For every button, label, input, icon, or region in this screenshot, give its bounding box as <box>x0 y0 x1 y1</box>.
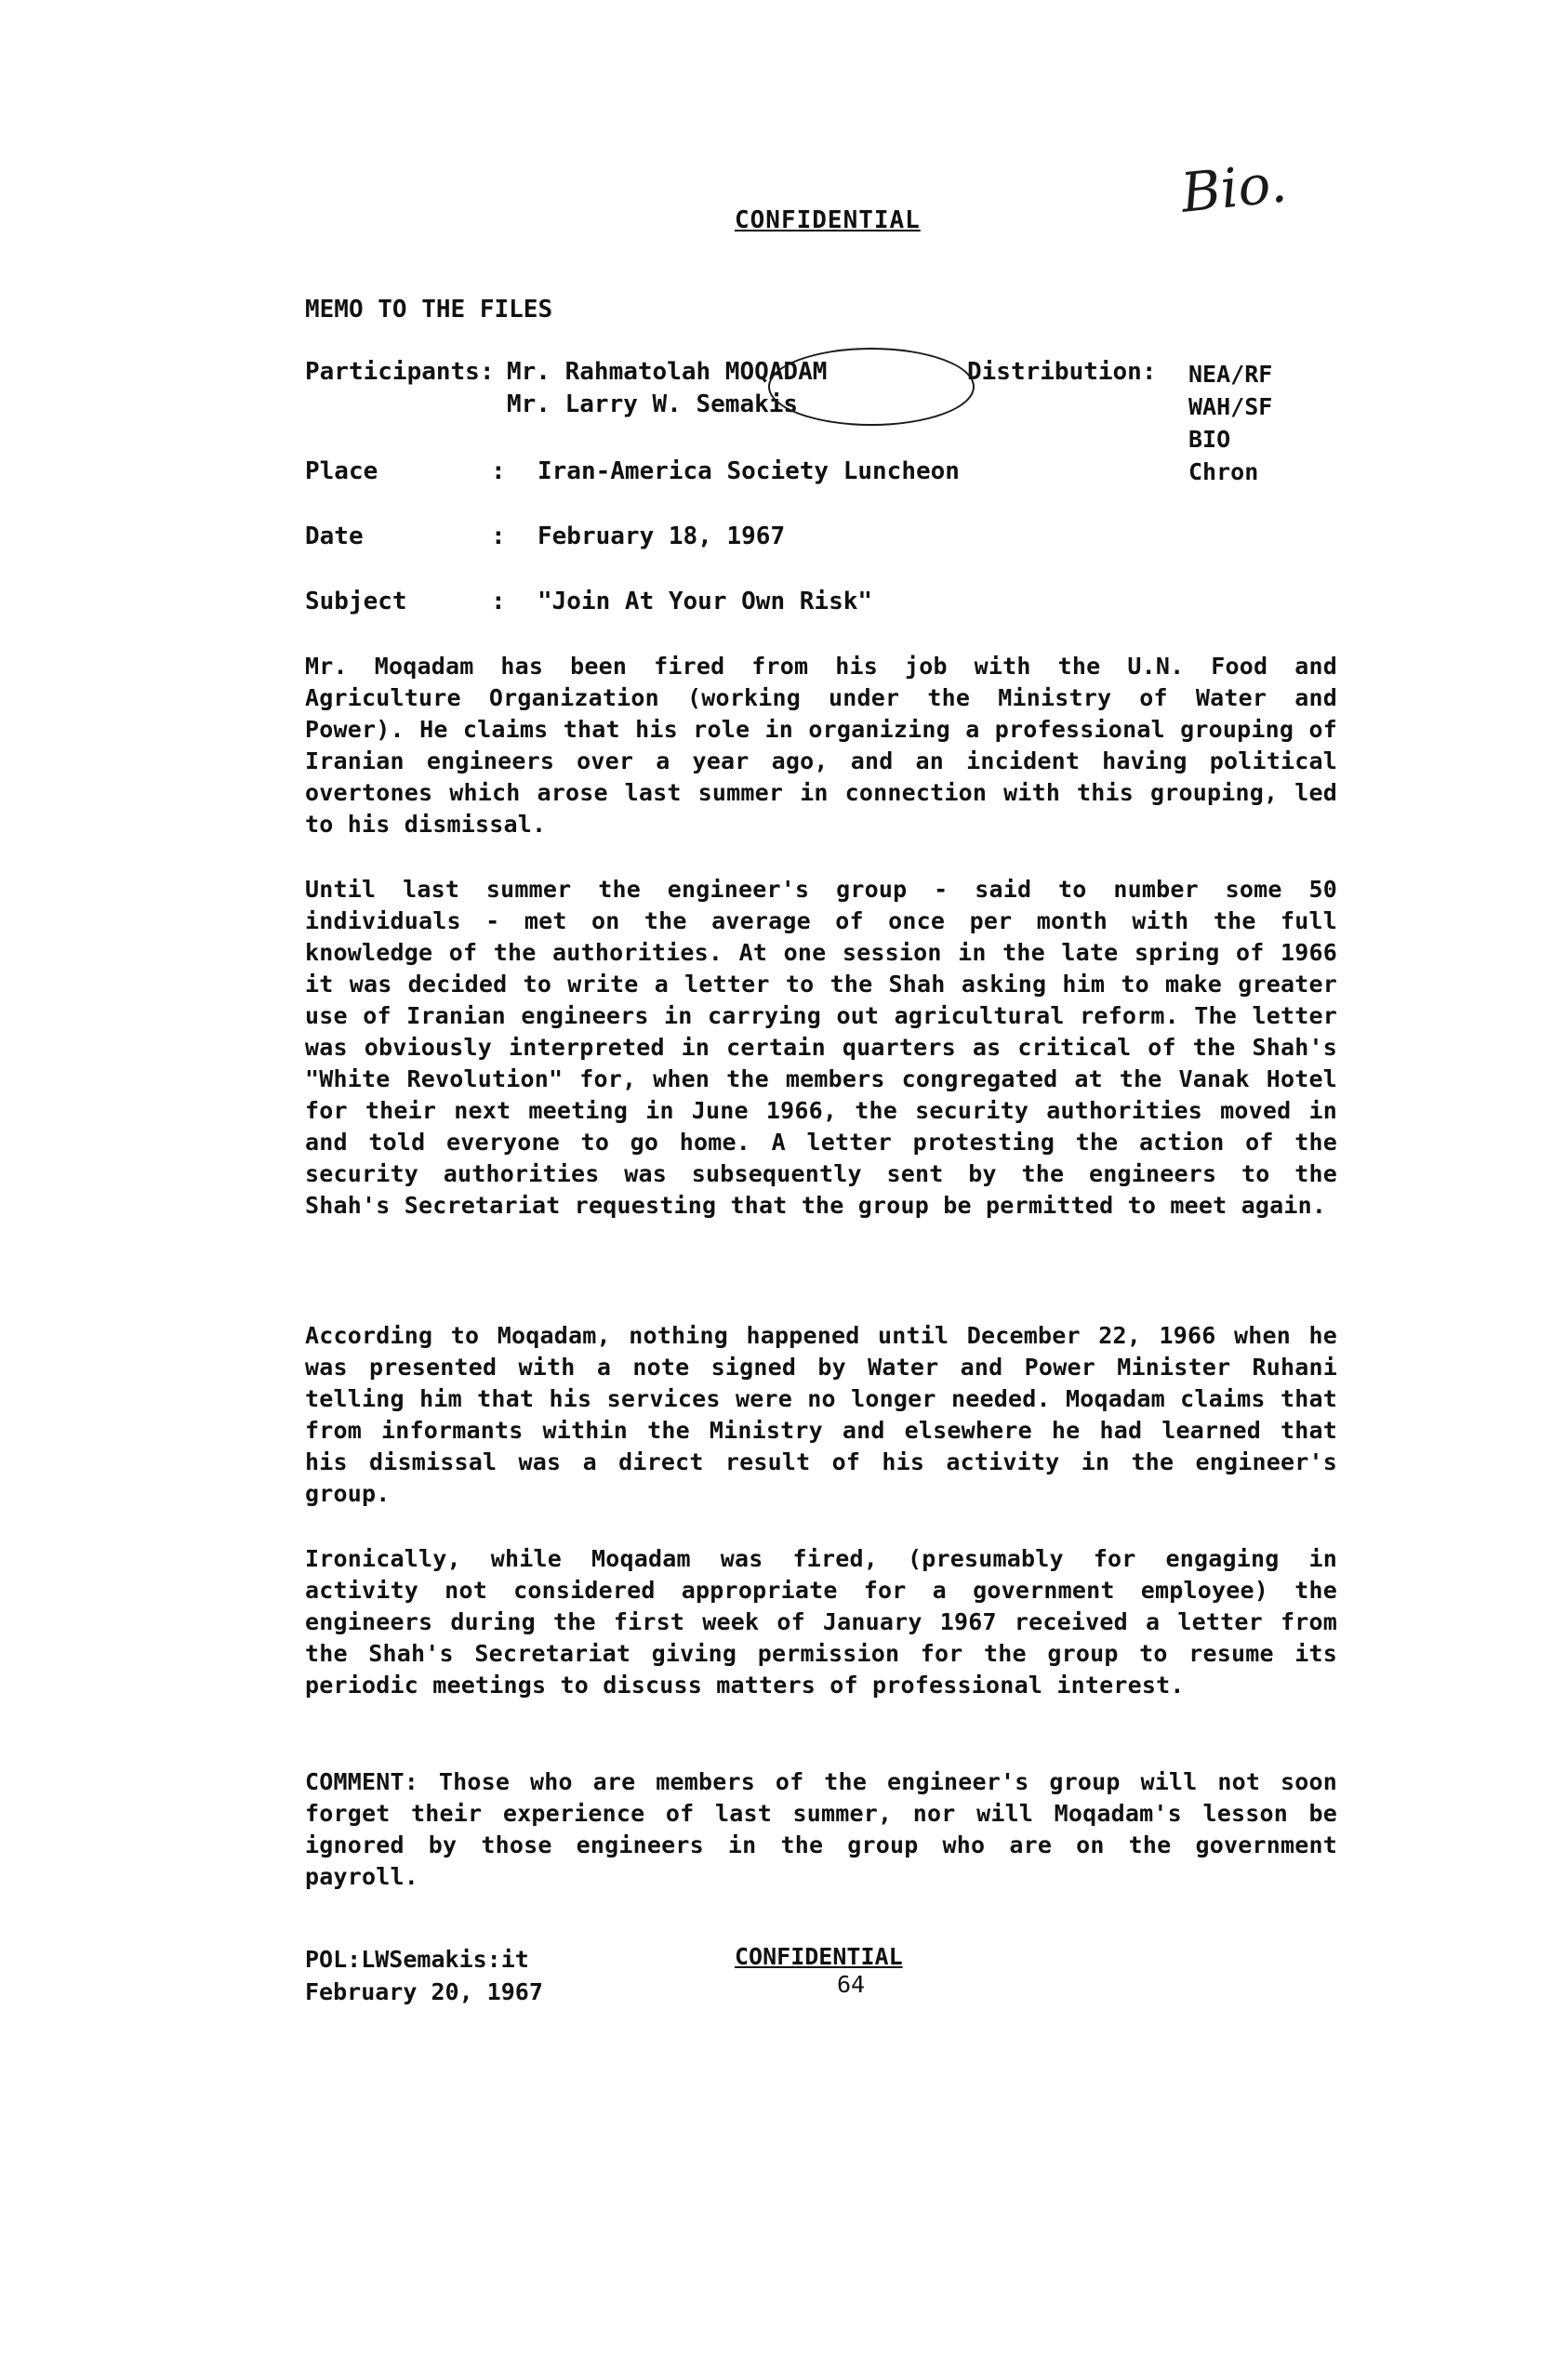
participant-2: Mr. Larry W. Semakis <box>507 390 799 418</box>
name-circle-mark <box>768 348 975 426</box>
body-paragraph-4: Ironically, while Moqadam was fired, (presumably for engaging in activity not considered appropriate for a government employee) the engineers during the first week of January 1967 received a letter from the Shah's Secretariat giving permission for the group to resume its periodic meetings to discuss matters of professional interest. <box>305 1545 1337 1699</box>
subject-value: "Join At Your Own Risk" <box>537 588 873 615</box>
classification-footer: CONFIDENTIAL <box>735 1943 903 1970</box>
handwritten-annotation: Bio. <box>1177 151 1290 225</box>
date-value: February 18, 1967 <box>537 522 786 550</box>
participants-label: Participants: <box>305 358 495 386</box>
distribution-item: BIO <box>1188 426 1231 453</box>
drafting-info <box>305 1943 677 2008</box>
body-paragraph-3: According to Moqadam, nothing happened until December 22, 1966 when he was presented with a note signed by Water and Power Minister Ruhani telling him that his services were no longer needed. Moqadam claims that from informants within the Ministry and elsewhere he had learned that his dismissal was a direct result of his activity in the engineer's group. <box>305 1322 1337 1507</box>
place-colon: : <box>491 457 506 485</box>
distribution-item: Chron <box>1188 458 1259 485</box>
distribution-item: WAH/SF <box>1188 393 1273 420</box>
distribution-list <box>1188 358 1319 488</box>
body-paragraph-1: Mr. Moqadam has been fired from his job with the U.N. Food and Agriculture Organization (working under the Ministry of Water and Power). He claims that his role in organizing a professional grouping of Iranian engineers over a year ago, and an incident having political overtones which arose last summer in connection with this grouping, led to his dismissal. <box>305 653 1337 838</box>
body-paragraph-2: Until last summer the engineer's group - said to number some 50 individuals - met on the average of once per month with the full knowledge of the authorities. At one session in the late spring of 1966 it was decided to write a letter to the Shah asking him to make greater use of Iranian engineers in carrying out agricultural reform. The letter was obviously interpreted in certain quarters as critical of the Shah's "White Revolution" for, when the members congregated at the Vanak Hotel for their next meeting in June 1966, the security authorities moved in and told everyone to go home. A letter protesting the action of the security authorities was subsequently sent by the engineers to the Shah's Secretariat requesting that the group be permitted to meet again. <box>305 876 1337 1219</box>
date-colon: : <box>491 522 506 550</box>
place-label: Place <box>305 457 378 485</box>
memo-title: MEMO TO THE FILES <box>305 296 553 324</box>
drafter-line: POL:LWSemakis:it <box>305 1946 529 1973</box>
drafted-date: February 20, 1967 <box>305 1978 543 2005</box>
page-number: 64 <box>837 1971 866 1998</box>
distribution-item: NEA/RF <box>1188 361 1273 388</box>
subject-label: Subject <box>305 588 407 615</box>
comment-paragraph: COMMENT: Those who are members of the engineer's group will not soon forget their experience of last summer, nor will Moqadam's lesson be ignored by those engineers in the group who are on the government payroll. <box>305 1768 1337 1890</box>
participant-1: Mr. Rahmatolah MOQADAM <box>507 358 828 386</box>
subject-colon: : <box>491 588 506 615</box>
date-label: Date <box>305 522 364 550</box>
distribution-label: Distribution: <box>967 358 1157 386</box>
place-value: Iran-America Society Luncheon <box>537 457 960 485</box>
classification-header: CONFIDENTIAL <box>735 206 921 234</box>
